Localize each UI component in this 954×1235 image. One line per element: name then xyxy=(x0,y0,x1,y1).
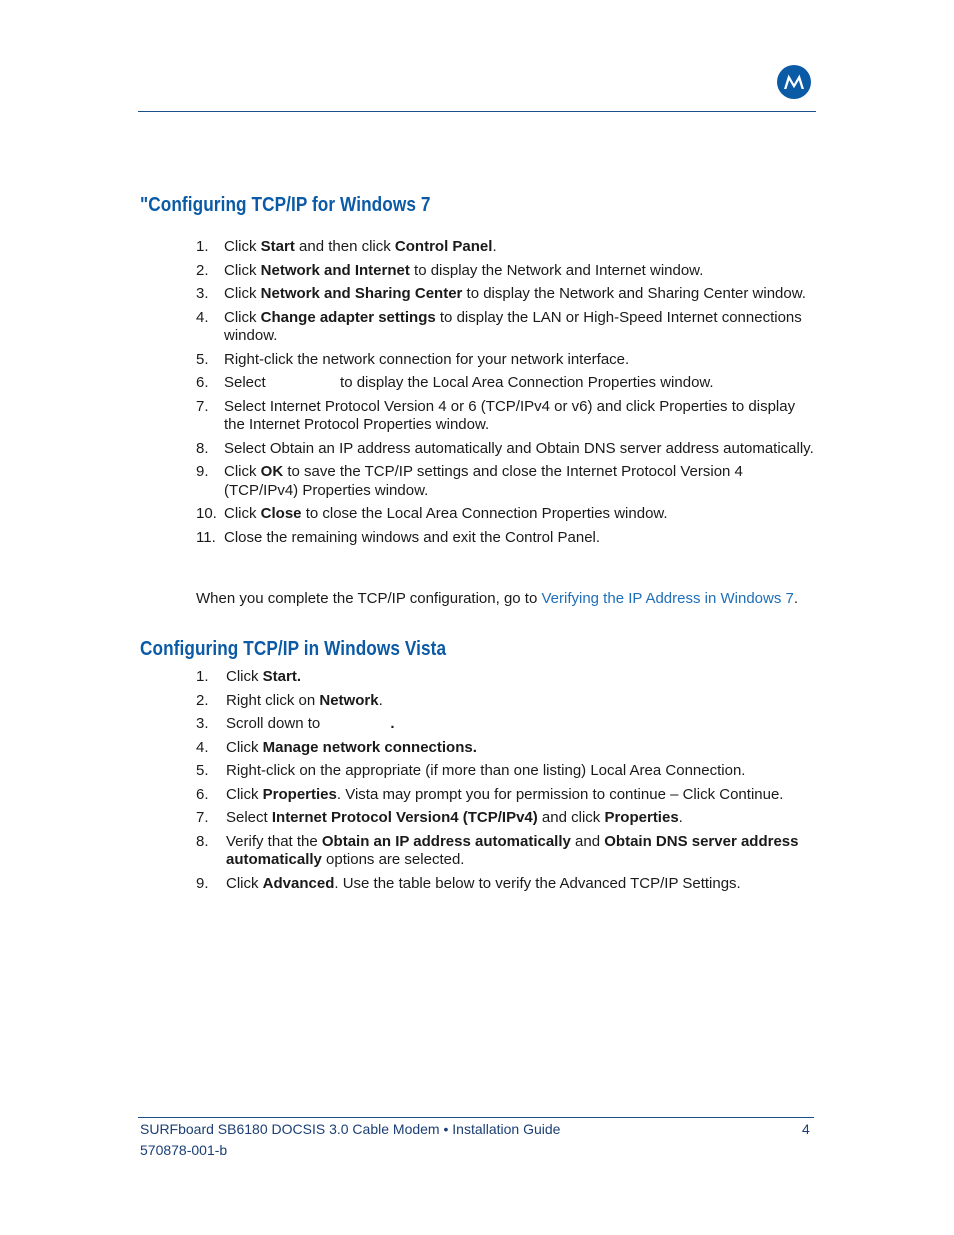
step-item xyxy=(196,529,816,548)
step-number: 6. xyxy=(196,374,209,391)
step-number: 7. xyxy=(196,397,209,415)
bold-term: Start xyxy=(260,238,295,255)
step-item xyxy=(196,262,816,281)
step-text xyxy=(226,739,816,758)
step-fragment: . Vista may prompt you for permission to continue – Click Continue. xyxy=(336,785,784,803)
step-number: 1. xyxy=(196,238,209,255)
step-item xyxy=(196,668,816,687)
step-item xyxy=(196,285,816,304)
bold-term: Network xyxy=(319,691,379,709)
step-text xyxy=(226,786,816,805)
step-fragment: to display the Local Area Connection Properties window. xyxy=(335,374,714,391)
windows-vista-steps xyxy=(196,668,816,898)
step-item xyxy=(196,374,816,393)
step-item xyxy=(196,762,816,781)
step-item xyxy=(196,440,816,459)
step-fragment: Click xyxy=(226,738,263,756)
step-fragment: Select Internet Protocol Version 4 or 6 (TCP/IPv4 or v6) and click Properties to display the Internet Protocol Properties window. xyxy=(224,397,796,433)
step-fragment: to save the TCP/IP settings and close the Internet Protocol Version 4 (TCP/IPv4) Properties window. xyxy=(224,463,743,499)
bold-term: Obtain an IP address automatically xyxy=(321,832,571,850)
bold-term: OK xyxy=(260,463,284,480)
step-item xyxy=(196,739,816,758)
step-item xyxy=(196,351,816,370)
step-fragment: Click xyxy=(224,238,261,255)
step-number: 5. xyxy=(196,762,209,779)
completion-note xyxy=(196,590,816,609)
step-fragment: Verify that the xyxy=(226,832,322,850)
step-item xyxy=(196,505,816,524)
step-item xyxy=(196,715,816,734)
step-fragment: to display the LAN or High-Speed Internet connections window. xyxy=(224,308,802,344)
step-item xyxy=(196,875,816,894)
step-item xyxy=(196,398,816,435)
step-number: 7. xyxy=(196,809,209,826)
bold-term: Close xyxy=(260,505,302,522)
step-text xyxy=(226,668,816,687)
bold-term: . xyxy=(390,715,395,732)
step-fragment: and then click xyxy=(294,238,395,255)
step-item xyxy=(196,238,816,257)
step-text xyxy=(226,833,816,870)
step-fragment: and click xyxy=(537,809,605,826)
step-item xyxy=(196,809,816,828)
step-item xyxy=(196,309,816,346)
step-fragment: Click xyxy=(224,463,261,480)
step-number: 4. xyxy=(196,308,209,326)
bold-term: Obtain DNS server address automatically xyxy=(226,832,799,868)
step-number: 3. xyxy=(196,285,209,302)
step-number: 2. xyxy=(196,691,209,709)
step-fragment: Select xyxy=(226,809,272,826)
step-number: 9. xyxy=(196,463,209,480)
footer-rule xyxy=(138,1117,814,1118)
step-text xyxy=(224,398,816,435)
step-fragment: Click xyxy=(224,505,261,522)
step-fragment: Click xyxy=(224,285,261,302)
step-fragment: Click xyxy=(226,874,263,892)
step-item xyxy=(196,463,816,500)
step-item xyxy=(196,692,816,711)
step-text xyxy=(224,309,816,346)
step-text xyxy=(224,529,816,548)
step-text xyxy=(224,440,816,459)
step-fragment: Click xyxy=(224,308,261,326)
step-fragment: Click xyxy=(224,261,261,279)
step-text xyxy=(224,374,816,393)
header-rule xyxy=(138,111,816,112)
step-fragment: to display the Network and Sharing Center window. xyxy=(462,285,806,302)
step-text xyxy=(226,875,816,894)
step-fragment: Select Obtain an IP address automatically and Obtain DNS server address automatically. xyxy=(224,439,814,457)
step-fragment: Close the remaining windows and exit the Control Panel. xyxy=(224,528,601,546)
page-number: 4 xyxy=(802,1121,810,1137)
note-prefix: When you complete the TCP/IP configuration, go to xyxy=(196,590,542,607)
bold-term: Advanced xyxy=(262,874,335,892)
step-fragment: to close the Local Area Connection Properties window. xyxy=(301,505,668,522)
step-fragment: Scroll down to xyxy=(226,715,325,732)
step-number: 9. xyxy=(196,874,209,892)
bold-term: Internet Protocol Version4 (TCP/IPv4) xyxy=(271,809,538,826)
step-text xyxy=(226,809,816,828)
step-text xyxy=(224,463,816,500)
step-fragment: . xyxy=(678,809,683,826)
note-suffix: . xyxy=(793,590,799,607)
step-number: 8. xyxy=(196,439,209,457)
step-text xyxy=(226,692,816,711)
step-fragment: Right click on xyxy=(226,691,320,709)
step-fragment: . xyxy=(492,238,497,255)
step-number: 2. xyxy=(196,261,209,279)
section-title-windows-vista: Configuring TCP/IP in Windows Vista xyxy=(140,638,447,660)
document-number: 570878-001-b xyxy=(140,1142,228,1158)
step-fragment: Right-click the network connection for your network interface. xyxy=(224,350,630,368)
step-number: 3. xyxy=(196,715,209,732)
step-item xyxy=(196,786,816,805)
step-fragment: Right-click on the appropriate (if more than one listing) Local Area Connection. xyxy=(226,762,746,779)
step-fragment: . xyxy=(378,691,383,709)
bold-term: Properties xyxy=(604,809,679,826)
step-fragment: options are selected. xyxy=(321,851,465,868)
section-title-windows-7: "Configuring TCP/IP for Windows 7 xyxy=(140,194,431,216)
step-fragment: to display the Network and Internet window. xyxy=(409,261,704,279)
step-number: 4. xyxy=(196,738,209,756)
bold-term: Network and Internet xyxy=(260,261,410,279)
step-fragment: and xyxy=(570,832,605,850)
step-text xyxy=(224,238,816,257)
step-number: 8. xyxy=(196,832,209,850)
verify-ip-link[interactable]: Verifying the IP Address in Windows 7 xyxy=(541,590,794,607)
step-number: 1. xyxy=(196,668,209,685)
step-text xyxy=(224,505,816,524)
bold-term: Properties xyxy=(262,785,337,803)
bold-term: Network and Sharing Center xyxy=(260,285,463,302)
bold-term: Control Panel xyxy=(394,238,493,255)
step-number: 10. xyxy=(196,505,217,522)
step-fragment: Select xyxy=(224,374,270,391)
step-fragment: . Use the table below to verify the Advanced TCP/IP Settings. xyxy=(334,874,741,892)
step-text xyxy=(226,715,816,734)
bold-term: Manage network connections. xyxy=(262,738,477,756)
step-number: 6. xyxy=(196,785,209,803)
footer-title: SURFboard SB6180 DOCSIS 3.0 Cable Modem • Installation Guide xyxy=(140,1121,561,1137)
step-fragment: Click xyxy=(226,668,263,685)
motorola-logo-icon xyxy=(777,65,811,99)
windows-7-steps xyxy=(196,238,816,552)
step-fragment: Click xyxy=(226,785,263,803)
step-text xyxy=(224,351,816,370)
bold-term: Change adapter settings xyxy=(260,308,436,326)
step-text xyxy=(226,762,816,781)
step-number: 11. xyxy=(196,528,216,546)
step-number: 5. xyxy=(196,350,209,368)
step-text xyxy=(224,262,816,281)
step-text xyxy=(224,285,816,304)
bold-term: Start. xyxy=(262,668,302,685)
step-item xyxy=(196,833,816,870)
